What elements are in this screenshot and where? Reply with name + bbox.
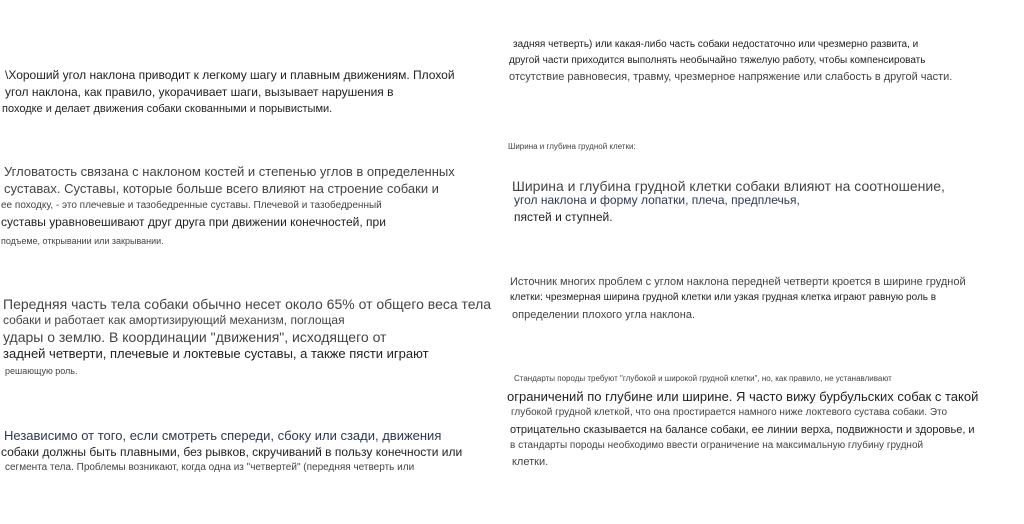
text-line: Передняя часть тела собаки обычно несет около 65% от общего веса тела — [3, 296, 492, 312]
text-line: в стандарты породы необходимо ввести ограничение на максимальную глубину грудной — [510, 440, 924, 451]
text-line: клетки: чрезмерная ширина грудной клетки или узкая грудная клетка играют равную роль в — [510, 292, 937, 303]
text-line: Ширина и глубина грудной клетки собаки влияют на соотношение, — [512, 178, 945, 194]
text-line: удары о землю. В координации "движения", исходящего от — [3, 329, 387, 345]
text-line: суставах. Суставы, которые больше всего влияют на строение собаки и — [4, 181, 439, 196]
text-line: пястей и ступней. — [514, 210, 613, 224]
text-line: другой части приходится выполнять необычайно тяжелую работу, чтобы компенсировать — [509, 55, 926, 66]
text-line: походке и делает движения собаки скованными и порывистыми. — [2, 103, 333, 115]
text-line: отсутствие равновесия, травму, чрезмерное напряжение или слабость в другой части. — [509, 71, 953, 83]
text-line: угол наклона и форму лопатки, плеча, предплечья, — [514, 193, 800, 207]
text-line: определении плохого угла наклона. — [512, 309, 696, 321]
text-line: Стандарты породы требуют "глубокой и широкой грудной клетки", но, как правило, не устанавливают — [514, 374, 892, 383]
text-line: Источник многих проблем с углом наклона передней четверти кроется в ширине грудной — [510, 276, 966, 288]
text-line: собаки и работает как амортизирующий механизм, поглощая — [3, 313, 345, 327]
text-line: ее походку, - это плечевые и тазобедренные суставы. Плечевой и тазобедренный — [1, 200, 382, 211]
text-line: глубокой грудной клеткой, что она простирается намного ниже локтевого сустава собаки. Это — [511, 407, 948, 418]
text-line: задняя четверть) или какая-либо часть собаки недостаточно или чрезмерно развита, и — [513, 39, 919, 50]
text-line: клетки. — [512, 456, 549, 468]
text-line: Независимо от того, если смотреть спереди, сбоку или сзади, движения — [4, 428, 442, 443]
text-line: сегмента тела. Проблемы возникают, когда одна из "четвертей" (передняя четверть или — [5, 462, 415, 473]
text-line: Угловатость связана с наклоном костей и степенью углов в определенных — [4, 164, 455, 179]
section-heading: Ширина и глубина грудной клетки: — [508, 142, 636, 151]
text-line: отрицательно сказывается на балансе собаки, ее линии верха, подвижности и здоровье, и — [510, 424, 975, 436]
text-line: собаки должны быть плавными, без рывков, скручиваний в пользу конечности или — [1, 445, 463, 459]
text-line: задней четверти, плечевые и локтевые суставы, а также пясти играют — [3, 346, 429, 361]
text-line: \Хороший угол наклона приводит к легкому шагу и плавным движениям. Плохой — [5, 68, 455, 82]
text-line: решающую роль. — [5, 366, 78, 376]
text-line: суставы уравновешивают друг друга при движении конечностей, при — [1, 215, 386, 229]
text-line: ограничений по глубине или ширине. Я часто вижу бурбульских собак с такой — [507, 389, 979, 404]
text-line: угол наклона, как правило, укорачивает шаги, вызывает нарушения в — [5, 85, 394, 99]
text-line: подъеме, открывании или закрывании. — [1, 236, 164, 246]
